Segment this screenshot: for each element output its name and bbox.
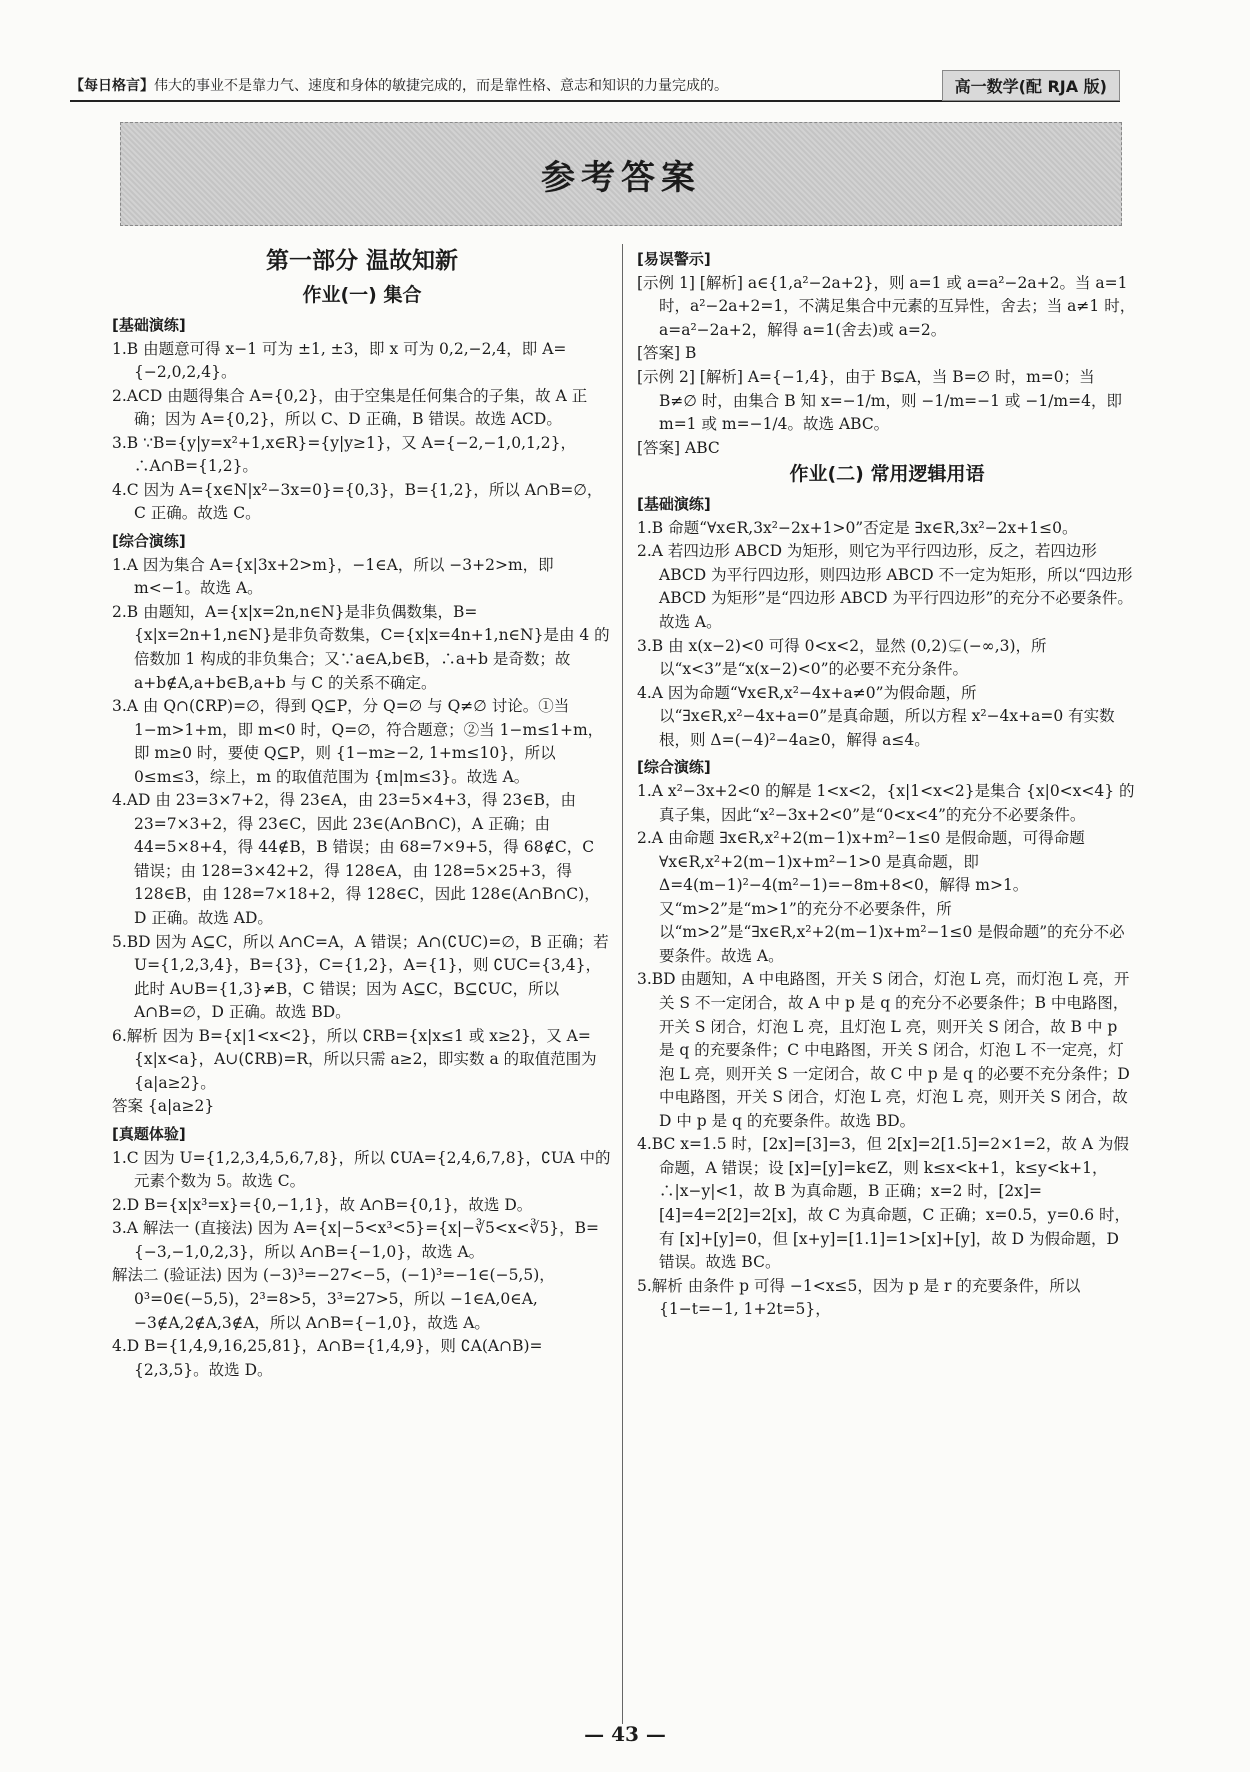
answer-item: [示例 1] [解析] a∈{1,a²−2a+2}，则 a=1 或 a=a²−2a+2。当 a=1 时，a²−2a+2=1，不满足集合中元素的互异性，舍去；当 a≠1 时，a=a²−2a+2，解得 a=1(舍去)或 a=2。 [637,273,1136,339]
answer-banner [120,122,1122,226]
answer-item: 4.A 因为命题“∀x∈R,x²−4x+a≠0”为假命题，所以“∃x∈R,x²−4x+a=0”是真命题，所以方程 x²−4x+a=0 有实数根，则 Δ=(−4)²−4a≥0，解得 a≤4。 [637,683,1115,749]
answer-item: 4.D B={1,4,9,16,25,81}，A∩B={1,4,9}，则 ∁A(A∩B)={2,3,5}。故选 D。 [112,1337,543,1379]
quote-tag: 【每日格言】 [70,78,154,94]
answer-item: 1.A 因为集合 A={x|3x+2>m}，−1∈A，所以 −3+2>m，即 m<−1。故选 A。 [112,555,554,598]
answer-item: 3.B 由 x(x−2)<0 可得 0<x<2，显然 (0,2)⊊(−∞,3)，所以“x<3”是“x(x−2)<0”的必要不充分条件。 [637,636,1047,679]
section-heading: [真题体验] [112,1124,186,1143]
daily-quote [70,75,942,95]
answer-item: 解法二 (验证法) 因为 (−3)³=−27<−5，(−1)³=−1∈(−5,5)，0³=0∈(−5,5)，2³=8>5，3³=27>5，所以 −1∈A,0∈A,−3∉A,2∉A,3∉A，所以 A∩B={−1,0}，故选 A。 [112,1266,555,1332]
page-header [70,70,1120,102]
answer-item: 2.A 由命题 ∃x∈R,x²+2(m−1)x+m²−1≤0 是假命题，可得命题 ∀x∈R,x²+2(m−1)x+m²−1>0 是真命题，即 Δ=4(m−1)²−4(m²−1)=−8m+8<0，解得 m>1。又“m>2”是“m>1”的充分不必要条件，所以“m>2”是“∃x∈R,x²+2(m−1)x+m²−1≤0 是假命题”的充分不必要条件。故选 A。 [637,829,1125,965]
column-divider [622,244,623,1724]
answer-item: [答案] ABC [637,438,720,457]
left-column [112,244,612,1382]
right-sections-a [637,248,1137,460]
answer-item: 2.A 若四边形 ABCD 为矩形，则它为平行四边形，反之，若四边形 ABCD 为平行四边形，则四边形 ABCD 不一定为矩形，所以“四边形 ABCD 为矩形”是“四边形 ABCD 为平行四边形”的充分不必要条件。故选 A。 [637,542,1133,632]
right-column [637,244,1137,1322]
homework-title-1: 作业(一) 集合 [302,283,422,306]
answer-item: 5.解析 由条件 p 可得 −1<x≤5，因为 p 是 r 的充要条件，所以 {1−t=−1, 1+2t=5}， [637,1276,1081,1319]
edition-label: 高一数学(配 RJA 版) [942,70,1120,101]
answer-item: 2.ACD 由题得集合 A={0,2}，由于空集是任何集合的子集，故 A 正确；因为 A={0,2}，所以 C、D 正确，B 错误。故选 ACD。 [112,386,588,429]
answer-item: 3.A 解法一 (直接法) 因为 A={x|−5<x³<5}={x|−∛5<x<∛5}，B={−3,−1,0,2,3}，所以 A∩B={−1,0}，故选 A。 [112,1219,600,1261]
answer-item: 4.C 因为 A={x∈N|x²−3x=0}={0,3}，B={1,2}，所以 A∩B=∅，C 正确。故选 C。 [112,480,603,523]
right-sections-b [637,493,1137,1322]
quote-text: 伟大的事业不是靠力气、速度和身体的敏捷完成的，而是靠性格、意志和知识的力量完成的。 [154,78,728,94]
answer-item: 1.B 命题“∀x∈R,3x²−2x+1>0”否定是 ∃x∈R,3x²−2x+1≤0。 [637,518,1078,537]
section-heading: [基础演练] [637,495,711,514]
part-title: 第一部分 温故知新 [265,248,458,274]
answer-item: 4.BC x=1.5 时，[2x]=[3]=3，但 2[x]=2[1.5]=2×1=2，故 A 为假命题，A 错误；设 [x]=[y]=k∈Z，则 k≤x<k+1，k≤y<k+1，∴|x−y|<1，故 B 为真命题，B 正确；x=2 时，[2x]=[4]=4=2[2]=2[x]，故 C 为真命题，C 正确；x=0.5，y=0.6 时，有 [x]+[y]=0，但 [x+y]=[1.1]=1>[x]+[y]，故 D 为假命题，D 错误。故选 BC。 [637,1135,1130,1272]
left-sections [112,314,612,1382]
answer-item: [示例 2] [解析] A={−1,4}，由于 B⊊A，当 B=∅ 时，m=0；当 B≠∅ 时，由集合 B 知 x=−1/m，则 −1/m=−1 或 −1/m=4，即 m=1 或 m=−1/4。故选 ABC。 [637,367,1122,434]
section-heading: [综合演练] [112,532,186,550]
banner-title: 参考答案 [541,157,701,198]
answer-item: 6.解析 因为 B={x|1<x<2}，所以 ∁RB={x|x≤1 或 x≥2}，又 A={x|x<a}，A∪(∁RB)=R，所以只需 a≥2，即实数 a 的取值范围为 {a|a≥2}。 [112,1026,597,1092]
answer-item: 答案 {a|a≥2} [112,1097,215,1116]
homework-title-2: 作业(二) 常用逻辑用语 [789,463,985,486]
answer-item: 1.C 因为 U={1,2,3,4,5,6,7,8}，所以 ∁UA={2,4,6,7,8}，∁UA 中的元素个数为 5。故选 C。 [112,1148,611,1191]
page-number: — 43 — [584,1722,666,1746]
answer-item: 3.B ∵B={y|y=x²+1,x∈R}={y|y≥1}，又 A={−2,−1,0,1,2}，∴A∩B={1,2}。 [112,433,577,476]
answer-item: 1.A x²−3x+2<0 的解是 1<x<2，{x|1<x<2}是集合 {x|0<x<4} 的真子集，因此“x²−3x+2<0”是“0<x<4”的充分不必要条件。 [637,782,1135,824]
answer-item: 4.AD 由 23=3×7+2，得 23∈A，由 23=5×4+3，得 23∈B，由 23=7×3+2，得 23∈C，因此 23∈(A∩B∩C)，A 正确；由 44=5×8+4，得 44∉B，B 错误；由 68=7×9+5，得 68∉C，C 错误；由 128=3×42+2，得 128∈A，由 128=5×25+3，得 128∈B，由 128=7×18+2，得 128∈C，因此 128∈(A∩B∩C)，D 正确。故选 AD。 [112,791,600,927]
answer-item: 1.B 由题意可得 x−1 可为 ±1, ±3，即 x 可为 0,2,−2,4，即 A={−2,0,2,4}。 [112,339,567,382]
answer-item: 5.BD 因为 A⊆C，所以 A∩C=A，A 错误；A∩(∁UC)=∅，B 正确；若 U={1,2,3,4}，B={3}，C={1,2}，A={1}，则 ∁UC={3,4}，此时 A∪B={1,3}≠B，C 错误；因为 A⊆C，B⊆∁UC，所以 A∩B=∅，D 正确。故选 BD。 [112,932,609,1022]
answer-item: 2.B 由题知，A={x|x=2n,n∈N}是非负偶数集，B={x|x=2n+1,n∈N}是非负奇数集，C={x|x=4n+1,n∈N}是由 4 的倍数加 1 构成的非负集合；又∵a∈A,b∈B，∴a+b 是奇数；故 a+b∉A,a+b∈B,a+b 与 C 的关系不确定。 [112,602,610,692]
section-heading: [易误警示] [637,250,711,268]
section-heading: [基础演练] [112,315,186,334]
answer-item: 3.BD 由题知，A 中电路图，开关 S 闭合，灯泡 L 亮，而灯泡 L 亮，开关 S 不一定闭合，故 A 中 p 是 q 的充分不必要条件；B 中电路图，开关 S 闭合，灯泡 L 亮，且灯泡 L 亮，则开关 S 闭合，故 B 中 p 是 q 的充要条件；C 中电路图，开关 S 闭合，灯泡 L 不一定亮，灯泡 L 亮，则开关 S 一定闭合，故 C 中 p 是 q 的必要不充分条件；D 中电路图，开关 S 闭合，灯泡 L 亮，灯泡 L 亮，则开关 S 闭合，故 D 中 p 是 q 的充要条件。故选 BD。 [637,970,1130,1130]
answer-item: [答案] B [637,344,697,363]
answer-item: 3.A 由 Q∩(∁RP)=∅，得到 Q⊆P，分 Q=∅ 与 Q≠∅ 讨论。①当 1−m>1+m，即 m<0 时，Q=∅，符合题意；②当 1−m≤1+m，即 m≥0 时，要使 Q⊆P，则 {1−m≥−2, 1+m≤10}，所以 0≤m≤3，综上，m 的取值范围为 {m|m≤3}。故选 A。 [112,697,604,786]
answer-item: 2.D B={x|x³=x}={0,−1,1}，故 A∩B={0,1}，故选 D。 [112,1195,533,1214]
section-heading: [综合演练] [637,758,711,777]
